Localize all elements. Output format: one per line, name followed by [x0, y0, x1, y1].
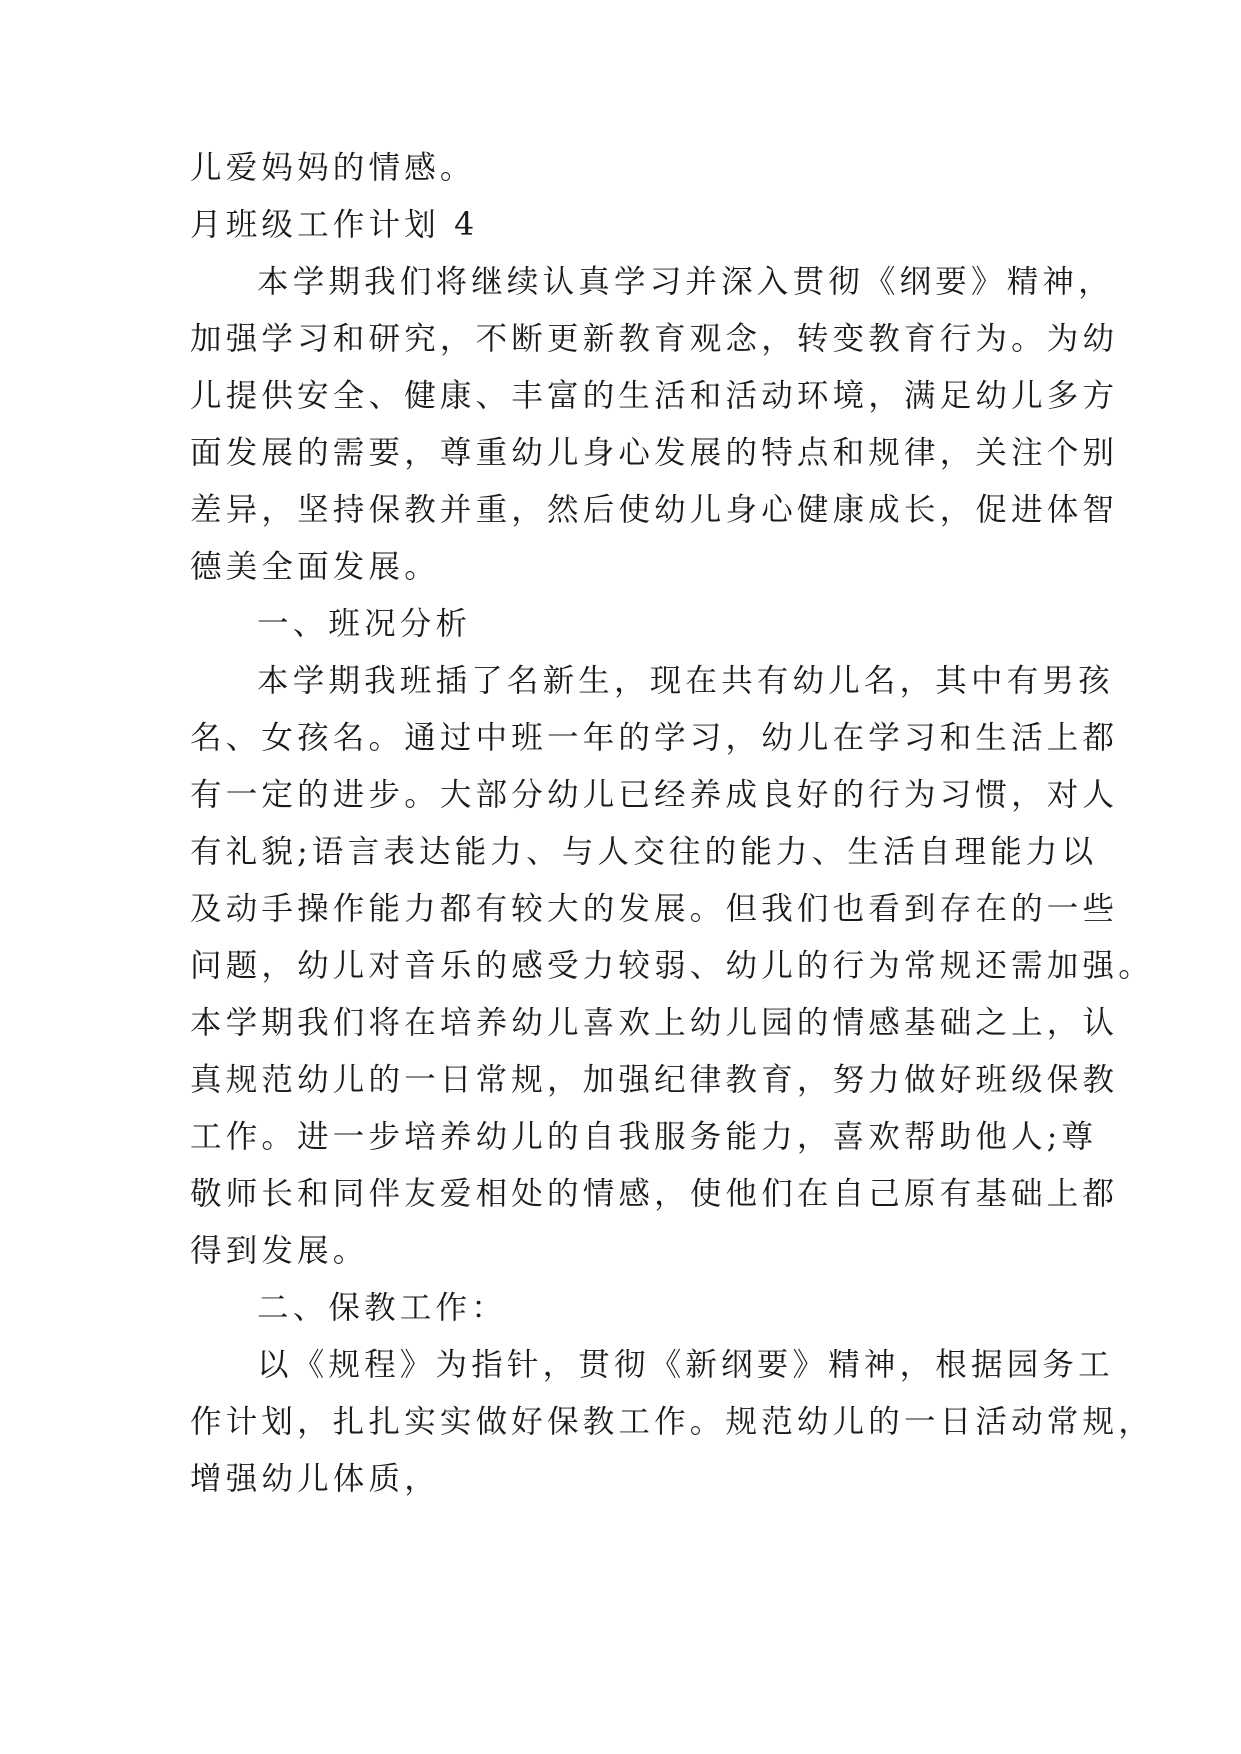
- paragraph-line: 儿提供安全、健康、丰富的生活和活动环境，满足幼儿多方: [190, 378, 1119, 414]
- paragraph-line: 有礼貌;语言表达能力、与人交往的能力、生活自理能力以: [190, 834, 1098, 870]
- paragraph-line: 问题，幼儿对音乐的感受力较弱、幼儿的行为常规还需加强。: [190, 948, 1154, 984]
- paragraph-line: 敬师长和同伴友爱相处的情感，使他们在自己原有基础上都: [190, 1176, 1119, 1212]
- paragraph-line: 工作。进一步培养幼儿的自我服务能力，喜欢帮助他人;尊: [190, 1119, 1098, 1155]
- paragraph-line: 本学期我们将在培养幼儿喜欢上幼儿园的情感基础之上，认: [190, 1005, 1119, 1041]
- paragraph-line: 有一定的进步。大部分幼儿已经养成良好的行为习惯，对人: [190, 777, 1119, 813]
- paragraph-line: 得到发展。: [190, 1233, 369, 1269]
- paragraph-line: 加强学习和研究，不断更新教育观念，转变教育行为。为幼: [190, 321, 1119, 357]
- paragraph-line: 名、女孩名。通过中班一年的学习，幼儿在学习和生活上都: [190, 720, 1119, 756]
- paragraph-line: 以《规程》为指针，贯彻《新纲要》精神，根据园务工: [257, 1347, 1114, 1383]
- subheading-class-analysis: 一、班况分析: [257, 606, 472, 642]
- paragraph-line: 及动手操作能力都有较大的发展。但我们也看到存在的一些: [190, 891, 1119, 927]
- paragraph-line: 德美全面发展。: [190, 549, 440, 585]
- paragraph-line: 面发展的需要，尊重幼儿身心发展的特点和规律，关注个别: [190, 435, 1119, 471]
- subheading-care-education: 二、保教工作：: [257, 1290, 507, 1326]
- paragraph-line: 本学期我班插了名新生，现在共有幼儿名，其中有男孩: [257, 663, 1114, 699]
- paragraph-line: 真规范幼儿的一日常规，加强纪律教育，努力做好班级保教: [190, 1062, 1119, 1098]
- paragraph-line: 差异，坚持保教并重，然后使幼儿身心健康成长，促进体智: [190, 492, 1119, 528]
- paragraph-line: 增强幼儿体质，: [190, 1461, 440, 1497]
- text-line-continuation: 儿爱妈妈的情感。: [190, 150, 476, 186]
- section-heading-plan-4: 月班级工作计划 4: [190, 207, 479, 243]
- paragraph-line: 本学期我们将继续认真学习并深入贯彻《纲要》精神，: [257, 264, 1114, 300]
- paragraph-line: 作计划，扎扎实实做好保教工作。规范幼儿的一日活动常规，: [190, 1404, 1154, 1440]
